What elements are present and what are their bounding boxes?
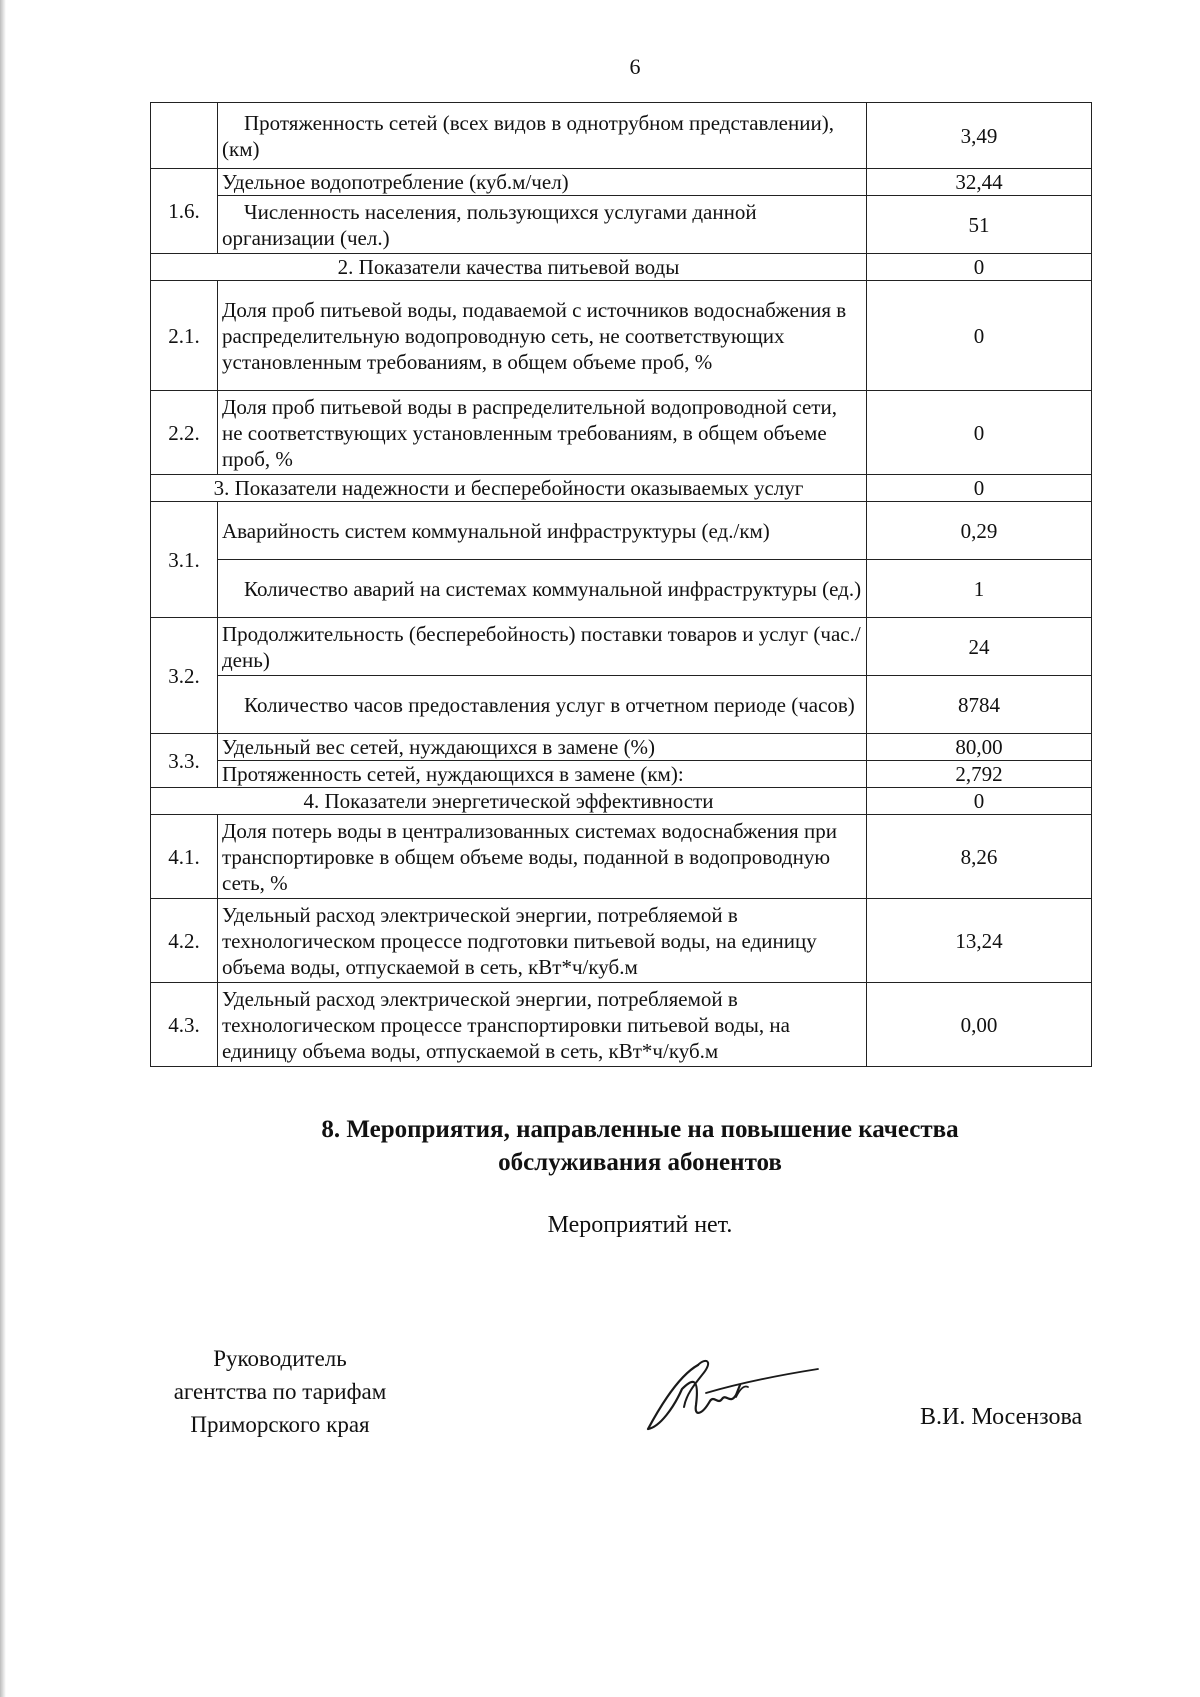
indicator-description: Удельный вес сетей, нуждающихся в замене (%)	[218, 734, 867, 761]
row-number: 1.6.	[151, 169, 218, 254]
indicator-description: Доля проб питьевой воды в распределительной водопроводной сети, не соответствующих установленным требованиям, в общем объеме проб, %	[218, 391, 867, 475]
indicator-value: 0	[867, 254, 1092, 281]
indicator-description: Количество аварий на системах коммунальной инфраструктуры (ед.)	[218, 560, 867, 618]
table-row	[151, 761, 1092, 788]
indicator-value: 51	[867, 196, 1092, 254]
handwritten-signature	[640, 1345, 820, 1445]
indicator-description: Продолжительность (бесперебойность) поставки товаров и услуг (час./день)	[218, 618, 867, 676]
section-8-heading	[220, 1113, 1060, 1179]
table-row	[151, 281, 1092, 391]
indicator-value: 0	[867, 281, 1092, 391]
signatory-name: В.И. Мосензова	[920, 1404, 1083, 1430]
table-row	[151, 734, 1092, 761]
table-row	[151, 983, 1092, 1067]
table-row	[151, 169, 1092, 196]
indicator-value: 1	[867, 560, 1092, 618]
indicator-value: 32,44	[867, 169, 1092, 196]
row-number: 3.1.	[151, 502, 218, 618]
row-number: 3.2.	[151, 618, 218, 734]
table-row	[151, 196, 1092, 254]
indicator-value: 0,29	[867, 502, 1092, 560]
indicator-value: 2,792	[867, 761, 1092, 788]
no-measures-text: Мероприятий нет.	[547, 1212, 733, 1238]
section-header: 3. Показатели надежности и бесперебойности оказываемых услуг	[151, 475, 867, 502]
indicator-value: 0	[867, 475, 1092, 502]
table-row	[151, 475, 1092, 502]
signatory-title-line: Приморского края	[190, 1412, 370, 1437]
signatory-title-line: агентства по тарифам	[173, 1379, 387, 1404]
section-header: 2. Показатели качества питьевой воды	[151, 254, 867, 281]
table-row	[151, 676, 1092, 734]
indicator-description: Протяженность сетей (всех видов в однотрубном представлении), (км)	[218, 103, 867, 169]
table-row	[151, 815, 1092, 899]
row-number: 3.3.	[151, 734, 218, 788]
table-row	[151, 899, 1092, 983]
row-number	[151, 103, 218, 169]
section-8-heading-line: обслуживания абонентов	[498, 1149, 782, 1176]
indicator-description: Численность населения, пользующихся услугами данной организации (чел.)	[218, 196, 867, 254]
indicator-value: 80,00	[867, 734, 1092, 761]
signatory-title-line: Руководитель	[213, 1346, 347, 1371]
table-row	[151, 560, 1092, 618]
indicator-description: Количество часов предоставления услуг в отчетном периоде (часов)	[218, 676, 867, 734]
signatory-title	[120, 1342, 440, 1441]
indicator-description: Доля проб питьевой воды, подаваемой с источников водоснабжения в распределительную водопроводную сеть, не соответствующих установленным требованиям, в общем объеме проб, %	[218, 281, 867, 391]
indicator-value: 0,00	[867, 983, 1092, 1067]
row-number: 2.2.	[151, 391, 218, 475]
indicator-description: Протяженность сетей, нуждающихся в замене (км):	[218, 761, 867, 788]
section-header: 4. Показатели энергетической эффективности	[151, 788, 867, 815]
table-row	[151, 618, 1092, 676]
table-row	[151, 788, 1092, 815]
indicator-value: 8784	[867, 676, 1092, 734]
indicator-description: Удельное водопотребление (куб.м/чел)	[218, 169, 867, 196]
indicator-value: 0	[867, 391, 1092, 475]
table-row	[151, 502, 1092, 560]
indicators-table	[150, 102, 1092, 1067]
indicator-value: 24	[867, 618, 1092, 676]
scan-edge-shadow	[0, 0, 6, 1697]
row-number: 2.1.	[151, 281, 218, 391]
table-row	[151, 103, 1092, 169]
indicator-description: Удельный расход электрической энергии, потребляемой в технологическом процессе транспортировки питьевой воды, на единицу объема воды, отпускаемой в сеть, кВт*ч/куб.м	[218, 983, 867, 1067]
indicator-description: Доля потерь воды в централизованных системах водоснабжения при транспортировке в общем объеме воды, поданной в водопроводную сеть, %	[218, 815, 867, 899]
row-number: 4.2.	[151, 899, 218, 983]
section-8-heading-line: 8. Мероприятия, направленные на повышение качества	[321, 1116, 959, 1143]
indicator-value: 8,26	[867, 815, 1092, 899]
row-number: 4.3.	[151, 983, 218, 1067]
page-number: 6	[629, 54, 641, 79]
row-number: 4.1.	[151, 815, 218, 899]
indicator-value: 0	[867, 788, 1092, 815]
table-row	[151, 254, 1092, 281]
indicator-description: Удельный расход электрической энергии, потребляемой в технологическом процессе подготовки питьевой воды, на единицу объема воды, отпускаемой в сеть, кВт*ч/куб.м	[218, 899, 867, 983]
indicator-value: 13,24	[867, 899, 1092, 983]
indicator-description: Аварийность систем коммунальной инфраструктуры (ед./км)	[218, 502, 867, 560]
table-row	[151, 391, 1092, 475]
indicator-value: 3,49	[867, 103, 1092, 169]
